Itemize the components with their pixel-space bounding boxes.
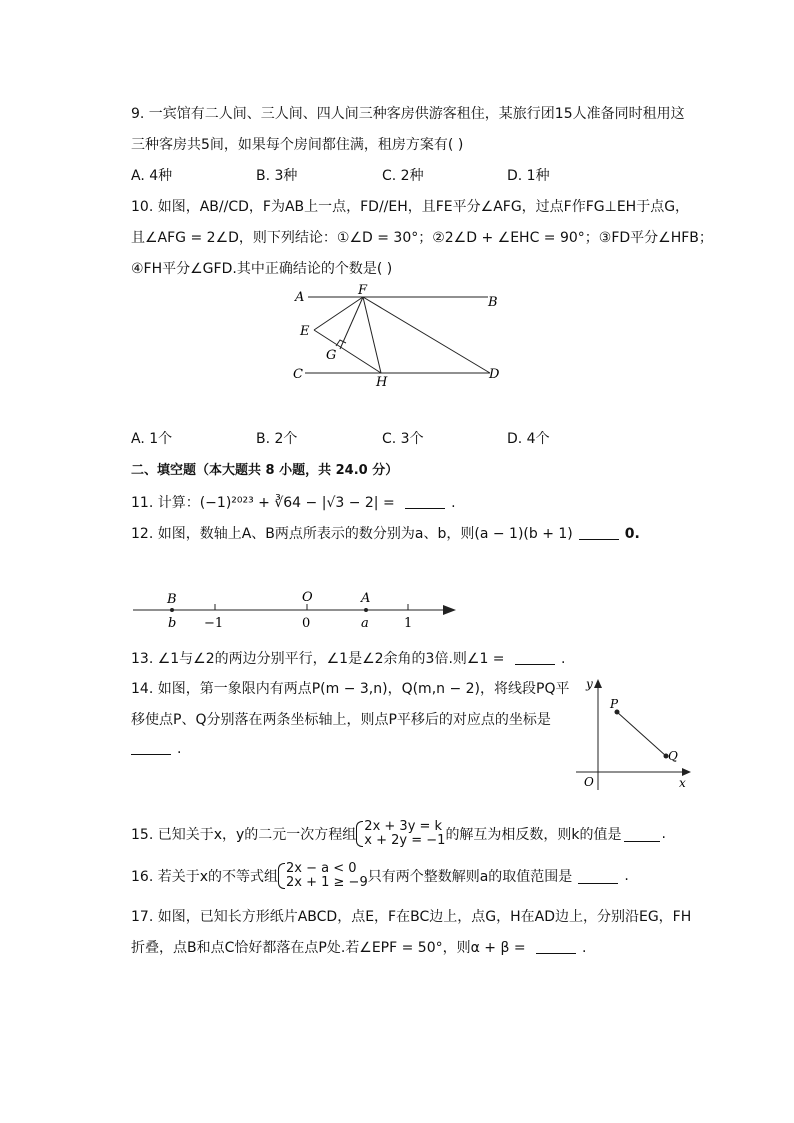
axis-label-a-point: A (361, 591, 371, 606)
q15-answer-blank[interactable] (624, 827, 660, 842)
q10-line3: ④FH平分∠GFD.其中正确结论的个数是( ) (131, 261, 393, 277)
q12-answer-blank[interactable] (579, 525, 619, 540)
q10-geometry-figure (280, 282, 510, 390)
q14-end: . (177, 741, 182, 757)
q16 (131, 862, 629, 890)
q13-answer-blank[interactable] (515, 650, 555, 665)
q13-end: . (561, 651, 566, 667)
q17-line1: 17. 如图，已知长方形纸片ABCD，点E，F在BC边上，点G，H在AD边上，分别沿EG，FH (131, 909, 692, 925)
q15 (131, 820, 666, 848)
q9-option-c: C. 2种 (382, 168, 424, 184)
q9-line2: 三种客房共5间，如果每个房间都住满，租房方案有( ) (131, 137, 464, 153)
q9-option-b: B. 3种 (256, 168, 298, 184)
label-h: H (376, 375, 388, 390)
q10-option-a: A. 1个 (131, 431, 173, 447)
label-a: A (295, 290, 305, 305)
q12 (131, 523, 640, 543)
q16-answer-blank[interactable] (578, 869, 618, 884)
axis-label-b-point: B (167, 592, 177, 607)
q16-eq2: 2x + 1 ≥ −9 (286, 875, 368, 890)
q10-option-d: D. 4个 (507, 431, 550, 447)
q15-pre: 15. 已知关于x，y的二元一次方程组 (131, 827, 357, 843)
q11 (131, 492, 456, 512)
label-b: B (488, 295, 498, 310)
q10-option-b: B. 2个 (256, 431, 298, 447)
q14-line2: 移使点P、Q分别落在两条坐标轴上，则点P平移后的对应点的坐标是 (131, 712, 551, 728)
label-d: D (489, 367, 500, 382)
q13 (131, 648, 565, 668)
q16-eq1: 2x − a < 0 (286, 861, 357, 876)
label-e: E (300, 324, 310, 339)
q14-answer-blank[interactable] (131, 740, 171, 755)
label-g: G (326, 348, 337, 363)
q15-post: 的解互为相反数，则k的值是 (445, 827, 622, 843)
q14-line3 (131, 740, 181, 757)
q10-line2: 且∠AFG = 2∠D，则下列结论：①∠D = 30°；②2∠D + ∠EHC = 90°；③FD平分∠HFB； (131, 230, 713, 246)
q15-end: . (661, 826, 666, 842)
q11-end: . (451, 495, 456, 511)
q16-inequality-system (278, 862, 368, 890)
section-title-fill-in: 二、填空题（本大题共 8 小题，共 24.0 分） (131, 463, 399, 478)
q15-eq1: 2x + 3y = k (364, 819, 443, 834)
q12-end: 0. (624, 526, 640, 542)
axis-tick-one: 1 (404, 616, 413, 631)
q9-option-d: D. 1种 (507, 168, 550, 184)
q17-line2-wrap (131, 937, 587, 957)
q17-line2: 折叠，点B和点C恰好都落在点P处.若∠EPF = 50°，则α + β = (131, 940, 531, 956)
q10-line1: 10. 如图，AB//CD，F为AB上一点，FD//EH，且FE平分∠AFG，过点F作FG⊥EH于点G， (131, 199, 690, 215)
q14-line1: 14. 如图，第一象限内有两点P(m − 3,n)，Q(m,n − 2)，将线段PQ平 (131, 681, 570, 697)
q10-option-c: C. 3个 (382, 431, 424, 447)
q12-text: 12. 如图，数轴上A、B两点所表示的数分别为a、b，则(a − 1)(b + 1) (131, 526, 573, 542)
q16-end: . (624, 868, 629, 884)
q13-text: 13. ∠1与∠2的两边分别平行，∠1是∠2余角的3倍.则∠1 = (131, 651, 509, 667)
axis-tick-minus-one: −1 (204, 616, 224, 631)
axis-y-label: y (586, 677, 593, 691)
q15-eq2: x + 2y = −1 (364, 833, 446, 848)
point-q-label: Q (668, 749, 678, 763)
origin-label: O (584, 775, 594, 789)
axis-x-label: x (679, 776, 686, 790)
axis-label-origin: O (302, 590, 313, 605)
q12-number-line (128, 585, 463, 633)
label-f: F (358, 283, 368, 298)
axis-tick-zero: 0 (302, 616, 311, 631)
q9-line1: 9. 一宾馆有二人间、三人间、四人间三种客房供游客租住，某旅行团15人准备同时租用这 (131, 106, 685, 122)
q15-equation-system (356, 820, 445, 848)
point-p-label: P (610, 697, 619, 711)
q11-text: 11. 计算：(−1)²⁰²³ + ∛64 − |√3 − 2| = (131, 495, 400, 511)
q16-post: 只有两个整数解则a的取值范围是 (367, 869, 573, 885)
label-c: C (293, 367, 303, 382)
q9-option-a: A. 4种 (131, 168, 173, 184)
q14-coordinate-figure (572, 673, 694, 791)
q11-answer-blank[interactable] (405, 494, 445, 509)
axis-label-a-value: a (361, 616, 369, 631)
axis-label-b-value: b (168, 616, 177, 631)
q17-end: . (582, 940, 587, 956)
q16-pre: 16. 若关于x的不等式组 (131, 869, 278, 885)
q17-answer-blank[interactable] (536, 939, 576, 954)
